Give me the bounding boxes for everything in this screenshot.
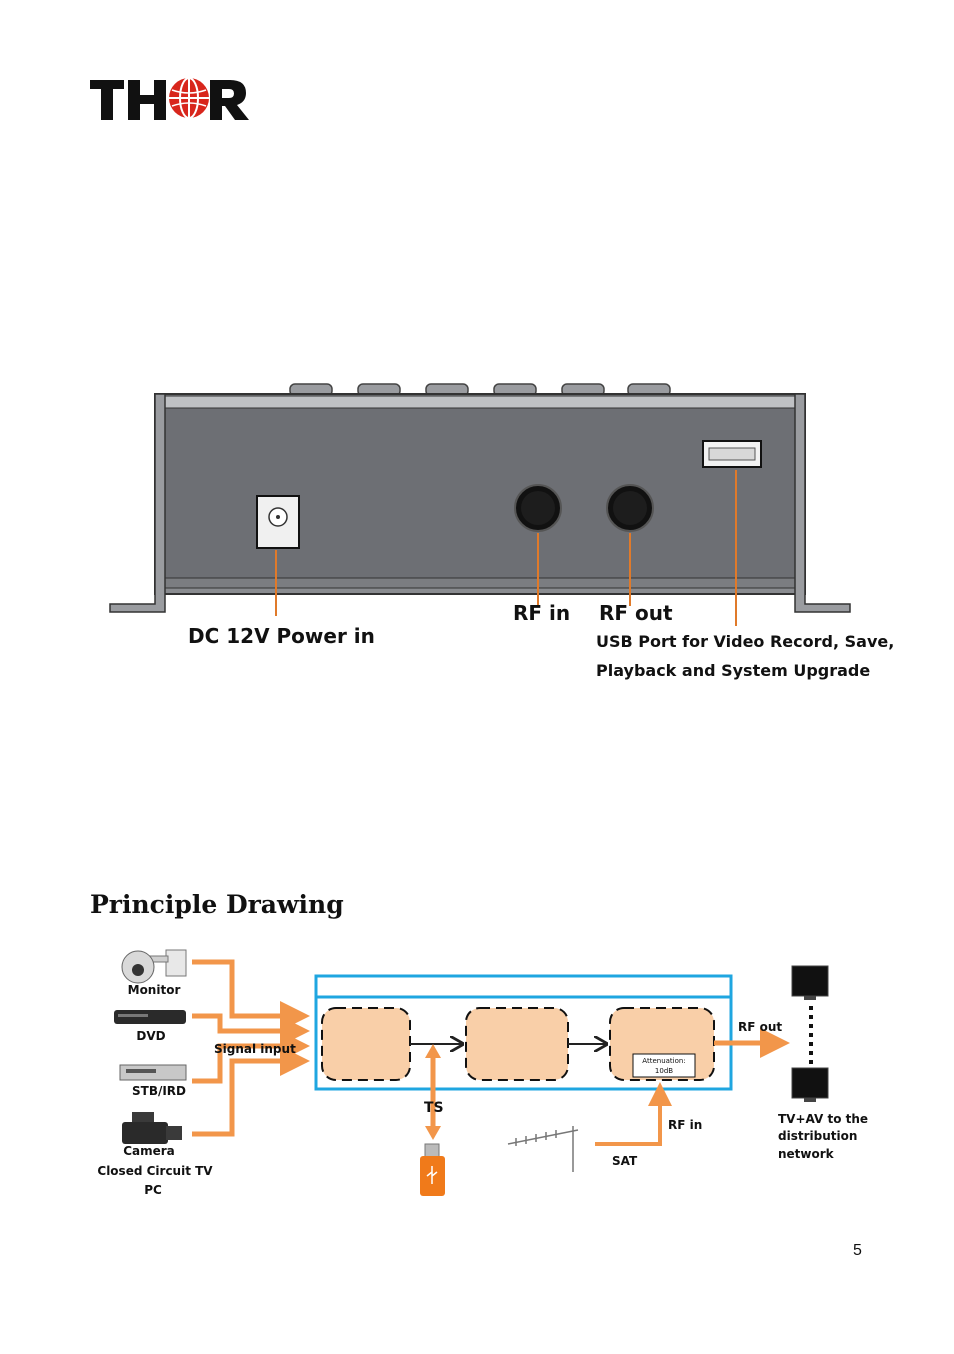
- section-title: Principle Drawing: [90, 890, 344, 919]
- source-label-monitor: Monitor: [127, 983, 181, 997]
- output-label-line3: network: [778, 1147, 834, 1161]
- page-number: 5: [853, 1242, 862, 1259]
- source-label-pc: PC: [144, 1183, 162, 1197]
- rf-in-diagram-label: RF in: [668, 1118, 703, 1132]
- output-label-line2: distribution: [778, 1129, 858, 1143]
- tv-icon: [792, 966, 828, 1000]
- tv-icon: [792, 1068, 828, 1102]
- ts-label: TS: [424, 1100, 444, 1116]
- rf-out-diagram-label: RF out: [738, 1020, 783, 1034]
- input-block: [322, 1008, 410, 1080]
- dc-power-label: DC 12V Power in: [188, 624, 375, 648]
- set-top-box-icon: [120, 1065, 186, 1080]
- sat-label: SAT: [612, 1154, 638, 1168]
- source-label-stb: STB/IRD: [131, 1084, 187, 1098]
- rf-out-label: RF out: [599, 601, 673, 625]
- signal-input-label: Signal input: [214, 1042, 296, 1056]
- usb-label-line1: USB Port for Video Record, Save,: [596, 632, 895, 651]
- antenna-icon: [508, 1126, 578, 1172]
- source-label-cctv: Closed Circuit TV: [97, 1164, 213, 1178]
- attenuation-value: 10dB: [654, 1067, 674, 1075]
- usb-label-line2: Playback and System Upgrade: [596, 661, 871, 680]
- output-label-line1: TV+AV to the: [778, 1112, 869, 1126]
- video-camera-icon: [122, 1112, 182, 1144]
- source-label-dvd: DVD: [136, 1029, 166, 1043]
- dvd-player-icon: [114, 1010, 186, 1024]
- source-label-camera: Camera: [123, 1144, 175, 1158]
- attenuation-label: Attenuation:: [642, 1057, 686, 1065]
- processing-block: [466, 1008, 568, 1080]
- dome-camera-icon: [122, 950, 186, 983]
- rf-in-label: RF in: [513, 601, 571, 625]
- usb-stick-icon: [420, 1144, 445, 1196]
